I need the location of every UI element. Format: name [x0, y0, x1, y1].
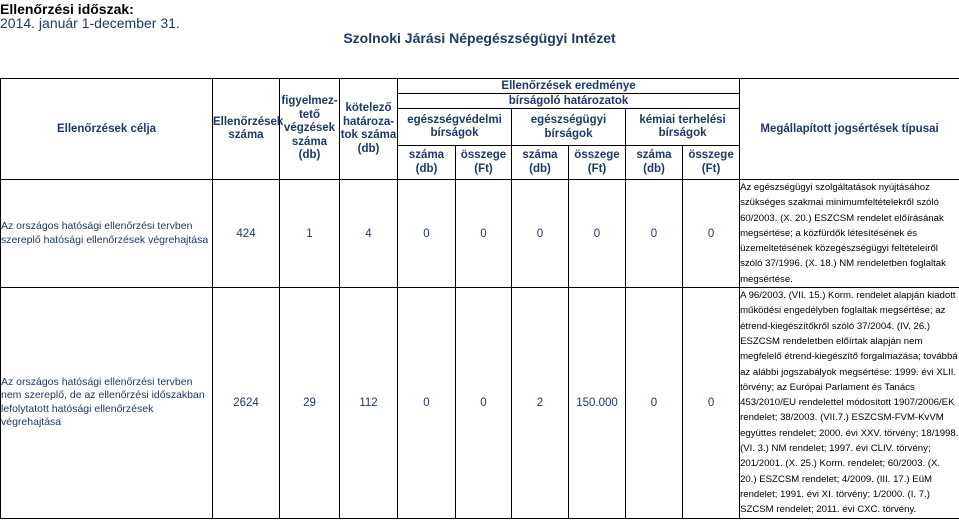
- sub-count-header: száma (db): [626, 146, 683, 180]
- cell-health-fine-count: 0: [512, 180, 569, 288]
- sub-count-header: száma (db): [512, 146, 569, 180]
- row-violations: Az egészségügyi szolgáltatások nyújtásához szükséges szakmai minimumfeltételekről szóló 60/2003. (X. 20.) ESZCSM rendelet előírásának megsértése; a közfürdők létesítésének és üzemeltetésének közegészségügyi feltételeiről szóló 37/1996. (X. 18.) NM rendeletben foglaltak megsértése.: [740, 180, 959, 288]
- cell-health-fine-amount: 0: [569, 180, 626, 288]
- sub-count-header: száma (db): [398, 146, 456, 180]
- cell-decision-count: 112: [340, 288, 398, 518]
- results-group-header: Ellenőrzések eredménye: [398, 79, 740, 94]
- cell-inspection-count: 2624: [213, 288, 280, 518]
- sub-amount-header: összege (Ft): [683, 146, 740, 180]
- period-label: Ellenőrzési időszak:: [0, 1, 134, 17]
- cell-health-protection-amount: 0: [456, 288, 512, 518]
- col-violations-header: Megállapított jogsértések típusai: [740, 79, 959, 180]
- cell-health-protection-amount: 0: [456, 180, 512, 288]
- sub-amount-header: összege (Ft): [569, 146, 626, 180]
- health-fines-header: egészségügyi bírságok: [512, 109, 626, 146]
- col-decisions-header: kötelező határoza- tok száma (db): [340, 79, 398, 180]
- chemical-fines-header: kémiai terhelési bírságok: [626, 109, 740, 146]
- health-protection-fines-header: egészségvédelmi bírságok: [398, 109, 512, 146]
- cell-warning-count: 29: [280, 288, 340, 518]
- cell-chemical-fine-count: 0: [626, 288, 683, 518]
- col-count-header: Ellenőrzések száma: [213, 79, 280, 180]
- inspection-table: [0, 78, 959, 519]
- col-warning-header: figyelmez- tető végzések száma (db): [280, 79, 340, 180]
- table-row: [1, 180, 959, 288]
- sub-amount-header: összege (Ft): [456, 146, 512, 180]
- cell-chemical-fine-amount: 0: [683, 288, 740, 518]
- header-row-1: [1, 79, 959, 94]
- fines-group-header: bírságoló határozatok: [398, 94, 740, 109]
- cell-health-protection-count: 0: [398, 180, 456, 288]
- col-purpose-header: Ellenőrzések célja: [1, 79, 213, 180]
- cell-decision-count: 4: [340, 180, 398, 288]
- row-purpose: Az országos hatósági ellenőrzési tervben szereplő hatósági ellenőrzések végrehajtása: [1, 180, 213, 288]
- cell-chemical-fine-count: 0: [626, 180, 683, 288]
- cell-inspection-count: 424: [213, 180, 280, 288]
- table-row: [1, 288, 959, 518]
- cell-warning-count: 1: [280, 180, 340, 288]
- institute-title: Szolnoki Járási Népegészségügyi Intézet: [343, 30, 616, 46]
- cell-health-fine-count: 2: [512, 288, 569, 518]
- cell-health-protection-count: 0: [398, 288, 456, 518]
- cell-health-fine-amount: 150.000: [569, 288, 626, 518]
- period-value: 2014. január 1-december 31.: [0, 15, 180, 31]
- cell-chemical-fine-amount: 0: [683, 180, 740, 288]
- row-purpose: Az országos hatósági ellenőrzési tervben nem szereplő, de az ellenőrzési időszakban lefolytatott hatósági ellenőrzések végrehajtása: [1, 288, 213, 518]
- row-violations: A 96/2003. (VII. 15.) Korm. rendelet alapján kiadott működési engedélyben foglaltak megsértése; az étrend-kiegészítőkről szóló 37/2004. (IV. 26.) ESZCSM rendeletben előírtak alapján nem megfelelő étrend-kiegészítő forgalmazása; továbbá az alábbi jogszabályok megsértése: 1999. évi XLII. törvény; az Európai Parlament és Tanács 453/2010/EU rendelettel módosított 1907/2006/EK rendelet; 38/2003. (VII.7.) ESZCSM-FVM-KvVM együttes rendelet; 2000. évi XXV. törvény; 18/1998. (VI. 3.) NM rendelet; 1997. évi CLIV. törvény; 201/2001. (X. 25.) Korm. rendelet; 60/2003. (X. 20.) ESZCSM rendelet; 4/2009. (III. 17.) EüM rendelet; 1991. évi XI. törvény; 1/2000. (I. 7.) SZCSM rendelet; 2011. évi CXC. törvény.: [740, 288, 959, 518]
